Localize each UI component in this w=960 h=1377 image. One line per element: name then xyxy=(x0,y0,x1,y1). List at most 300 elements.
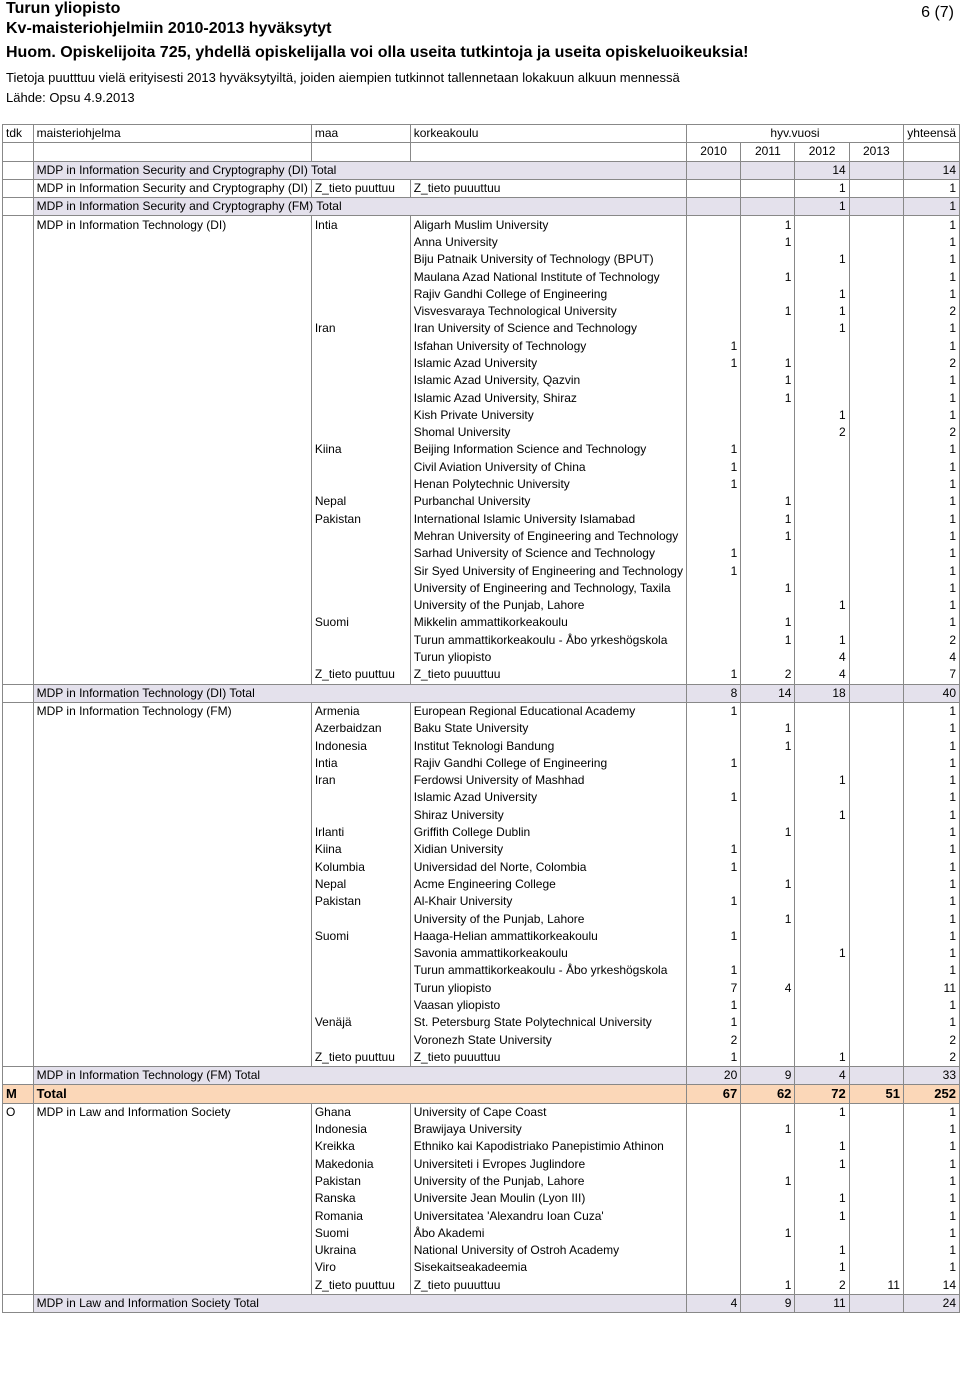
cell-year-value xyxy=(849,614,903,631)
cell-year-value: 1 xyxy=(741,1277,795,1295)
cell-year-value xyxy=(741,1190,795,1207)
table-row xyxy=(3,389,960,406)
table-row xyxy=(3,580,960,597)
cell-university: University of the Punjab, Lahore xyxy=(410,1173,686,1190)
cell-year-value: 1 xyxy=(741,632,795,649)
cell-total: 1 xyxy=(903,1121,959,1138)
cell-tdk xyxy=(3,1294,34,1312)
table-row xyxy=(3,789,960,806)
cell-year-value xyxy=(686,614,740,631)
cell-tdk xyxy=(3,1121,34,1138)
cell-program xyxy=(33,632,311,649)
cell-tdk xyxy=(3,1190,34,1207)
cell-program xyxy=(33,789,311,806)
cell-year-value xyxy=(795,1225,849,1242)
cell-year-value: 1 xyxy=(795,320,849,337)
table-row xyxy=(3,980,960,997)
cell-total: 1 xyxy=(903,251,959,268)
cell-year-value: 1 xyxy=(795,772,849,789)
cell-year-value xyxy=(741,1031,795,1048)
cell-year-value xyxy=(686,407,740,424)
table-row xyxy=(3,1190,960,1207)
cell-year-value xyxy=(741,1259,795,1276)
cell-total: 1 xyxy=(903,1242,959,1259)
cell-total-label: Total xyxy=(33,1085,686,1103)
cell-program xyxy=(33,1156,311,1173)
cell-year-value xyxy=(795,614,849,631)
cell-year-value xyxy=(795,928,849,945)
cell-year-value: 1 xyxy=(741,303,795,320)
cell-tdk xyxy=(3,1138,34,1155)
cell-program xyxy=(33,841,311,858)
table-row xyxy=(3,824,960,841)
cell-country: Kreikka xyxy=(311,1138,410,1155)
cell-university: Henan Polytechnic University xyxy=(410,476,686,493)
cell-program xyxy=(33,1031,311,1048)
cell-year-value xyxy=(849,320,903,337)
cell-year-value xyxy=(686,649,740,666)
cell-tdk xyxy=(3,702,34,720)
cell-university: University of Engineering and Technology, Taxila xyxy=(410,580,686,597)
cell-year-value xyxy=(849,286,903,303)
cell-program xyxy=(33,807,311,824)
cell-university: Islamic Azad University, Qazvin xyxy=(410,372,686,389)
cell-country: Irlanti xyxy=(311,824,410,841)
cell-year-value: 9 xyxy=(741,1067,795,1085)
cell-year-value xyxy=(795,1173,849,1190)
cell-year-value: 1 xyxy=(741,1121,795,1138)
cell-country xyxy=(311,562,410,579)
table-header-row xyxy=(3,125,960,143)
cell-tdk xyxy=(3,614,34,631)
table-row xyxy=(3,1207,960,1224)
cell-total: 1 xyxy=(903,286,959,303)
subtotal-row xyxy=(3,161,960,179)
cell-program xyxy=(33,389,311,406)
cell-program xyxy=(33,320,311,337)
cell-year-value xyxy=(849,1138,903,1155)
cell-university: Kish Private University xyxy=(410,407,686,424)
cell-year-value: 1 xyxy=(741,216,795,234)
cell-tdk xyxy=(3,1259,34,1276)
cell-program xyxy=(33,1121,311,1138)
cell-year-value: 1 xyxy=(686,1014,740,1031)
cell-year-value: 1 xyxy=(741,614,795,631)
table-row xyxy=(3,702,960,720)
cell-total: 1 xyxy=(903,476,959,493)
cell-year-value: 1 xyxy=(795,198,849,216)
cell-country: Kiina xyxy=(311,441,410,458)
cell-year-value xyxy=(849,338,903,355)
cell-university: Z_tieto puuuttuu xyxy=(410,1049,686,1067)
cell-year-value: 1 xyxy=(686,962,740,979)
cell-year-value: 1 xyxy=(741,528,795,545)
table-row xyxy=(3,614,960,631)
cell-year-value xyxy=(795,824,849,841)
cell-tdk xyxy=(3,303,34,320)
cell-tdk xyxy=(3,1014,34,1031)
cell-year-value: 1 xyxy=(686,545,740,562)
cell-tdk xyxy=(3,893,34,910)
cell-year-value xyxy=(741,807,795,824)
cell-year-value: 1 xyxy=(795,1049,849,1067)
cell-program xyxy=(33,893,311,910)
cell-year-value xyxy=(686,198,740,216)
cell-year-value xyxy=(686,910,740,927)
cell-country: Indonesia xyxy=(311,737,410,754)
table-row xyxy=(3,1014,960,1031)
cell-university: University of the Punjab, Lahore xyxy=(410,910,686,927)
cell-program xyxy=(33,459,311,476)
cell-total: 1 xyxy=(903,580,959,597)
cell-university: St. Petersburg State Polytechnical University xyxy=(410,1014,686,1031)
cell-year-value: 1 xyxy=(741,824,795,841)
cell-year-value xyxy=(849,1207,903,1224)
cell-year-value xyxy=(849,1014,903,1031)
cell-year-value xyxy=(741,1207,795,1224)
table-row xyxy=(3,320,960,337)
cell-year-value xyxy=(795,459,849,476)
year-header: 2011 xyxy=(741,143,795,161)
cell-tdk xyxy=(3,493,34,510)
cell-year-value xyxy=(849,928,903,945)
cell-tdk xyxy=(3,198,34,216)
cell-university: Iran University of Science and Technology xyxy=(410,320,686,337)
cell-year-value xyxy=(795,1121,849,1138)
cell-year-value xyxy=(686,720,740,737)
cell-year-value: 1 xyxy=(741,493,795,510)
cell-year-value xyxy=(795,910,849,927)
cell-total: 2 xyxy=(903,1049,959,1067)
cell-year-value xyxy=(849,737,903,754)
cell-tdk xyxy=(3,1207,34,1224)
cell-program xyxy=(33,597,311,614)
cell-program xyxy=(33,649,311,666)
cell-tdk xyxy=(3,789,34,806)
table-row xyxy=(3,268,960,285)
cell-year-value xyxy=(741,459,795,476)
cell-total: 33 xyxy=(903,1067,959,1085)
cell-country xyxy=(311,389,410,406)
cell-year-value xyxy=(686,320,740,337)
cell-country: Suomi xyxy=(311,928,410,945)
cell-tdk xyxy=(3,945,34,962)
cell-total: 1 xyxy=(903,858,959,875)
cell-year-value xyxy=(849,649,903,666)
cell-year-value xyxy=(795,476,849,493)
cell-total: 1 xyxy=(903,807,959,824)
cell-year-value: 4 xyxy=(795,649,849,666)
cell-year-value xyxy=(741,841,795,858)
cell-year-value xyxy=(686,945,740,962)
cell-total: 1 xyxy=(903,511,959,528)
cell-university: Shiraz University xyxy=(410,807,686,824)
cell-year-value: 67 xyxy=(686,1085,740,1103)
cell-year-value xyxy=(686,1207,740,1224)
report-info: Tietoja puutttuu vielä erityisesti 2013 hyväksytyiltä, joiden aiempien tutkinnot tallennetaan lokakuun alkuun mennessä xyxy=(6,70,680,85)
cell-year-value: 1 xyxy=(795,1242,849,1259)
cell-total: 1 xyxy=(903,1207,959,1224)
grand-total-row xyxy=(3,1085,960,1103)
cell-country: Nepal xyxy=(311,876,410,893)
cell-country: Makedonia xyxy=(311,1156,410,1173)
cell-year-value xyxy=(741,1049,795,1067)
cell-total: 1 xyxy=(903,338,959,355)
cell-tdk: O xyxy=(3,1103,34,1121)
cell-tdk xyxy=(3,1067,34,1085)
cell-year-value xyxy=(686,286,740,303)
cell-tdk xyxy=(3,545,34,562)
cell-program xyxy=(33,1242,311,1259)
cell-program xyxy=(33,1173,311,1190)
cell-university: Sarhad University of Science and Technology xyxy=(410,545,686,562)
cell-tdk xyxy=(3,962,34,979)
year-header: 2012 xyxy=(795,143,849,161)
cell-year-value xyxy=(849,1173,903,1190)
cell-tdk xyxy=(3,251,34,268)
cell-program xyxy=(33,355,311,372)
cell-year-value xyxy=(741,962,795,979)
cell-year-value: 1 xyxy=(686,562,740,579)
table-row xyxy=(3,1138,960,1155)
cell-year-value xyxy=(849,858,903,875)
cell-program xyxy=(33,476,311,493)
cell-total: 1 xyxy=(903,1138,959,1155)
cell-tdk xyxy=(3,476,34,493)
cell-program xyxy=(33,528,311,545)
cell-total: 1 xyxy=(903,179,959,197)
cell-year-value xyxy=(686,268,740,285)
cell-total: 1 xyxy=(903,893,959,910)
cell-country: Ghana xyxy=(311,1103,410,1121)
cell-year-value xyxy=(741,945,795,962)
cell-year-value xyxy=(795,893,849,910)
table-row xyxy=(3,841,960,858)
cell-year-value xyxy=(849,407,903,424)
cell-total: 1 xyxy=(903,459,959,476)
cell-total: 11 xyxy=(903,980,959,997)
table-row xyxy=(3,876,960,893)
cell-country xyxy=(311,945,410,962)
cell-total: 1 xyxy=(903,702,959,720)
cell-tdk xyxy=(3,807,34,824)
cell-university: Visvesvaraya Technological University xyxy=(410,303,686,320)
cell-year-value xyxy=(686,1259,740,1276)
cell-university: Institut Teknologi Bandung xyxy=(410,737,686,754)
cell-program xyxy=(33,338,311,355)
cell-program xyxy=(33,666,311,684)
cell-university: Rajiv Gandhi College of Engineering xyxy=(410,755,686,772)
cell-year-value xyxy=(686,597,740,614)
cell-tdk xyxy=(3,1277,34,1295)
cell-year-value xyxy=(741,407,795,424)
cell-year-value xyxy=(849,372,903,389)
cell-university: Islamic Azad University xyxy=(410,789,686,806)
cell-program xyxy=(33,407,311,424)
cell-year-value xyxy=(741,789,795,806)
cell-year-value: 1 xyxy=(741,876,795,893)
cell-tdk xyxy=(3,1156,34,1173)
cell-tdk xyxy=(3,910,34,927)
cell-tdk xyxy=(3,179,34,197)
cell-year-value: 14 xyxy=(741,684,795,702)
cell-program xyxy=(33,286,311,303)
report-table-body xyxy=(3,125,960,1313)
cell-year-value xyxy=(795,493,849,510)
cell-year-value xyxy=(849,1225,903,1242)
cell-year-value xyxy=(741,545,795,562)
cell-program xyxy=(33,1049,311,1067)
cell-total: 1 xyxy=(903,737,959,754)
cell-program xyxy=(33,1138,311,1155)
cell-year-value xyxy=(849,684,903,702)
cell-total: 1 xyxy=(903,1173,959,1190)
cell-year-value xyxy=(741,1014,795,1031)
table-row xyxy=(3,303,960,320)
cell-year-value xyxy=(849,1294,903,1312)
cell-tdk xyxy=(3,1173,34,1190)
cell-year-value xyxy=(849,528,903,545)
cell-total: 1 xyxy=(903,268,959,285)
col-header-total: yhteensä xyxy=(903,125,959,143)
cell-total: 1 xyxy=(903,720,959,737)
cell-year-value xyxy=(741,997,795,1014)
cell-year-value: 1 xyxy=(795,1207,849,1224)
cell-year-value xyxy=(795,338,849,355)
table-row xyxy=(3,1242,960,1259)
cell-country xyxy=(311,649,410,666)
cell-total: 1 xyxy=(903,945,959,962)
table-row xyxy=(3,1031,960,1048)
cell-country: Ranska xyxy=(311,1190,410,1207)
cell-year-value xyxy=(741,251,795,268)
cell-year-value xyxy=(849,580,903,597)
cell-year-value xyxy=(741,858,795,875)
cell-university: International Islamic University Islamabad xyxy=(410,511,686,528)
cell-program-total: MDP in Information Security and Cryptography (FM) Total xyxy=(33,198,686,216)
cell-year-value xyxy=(849,1121,903,1138)
cell-year-value: 72 xyxy=(795,1085,849,1103)
cell-tdk xyxy=(3,355,34,372)
cell-program xyxy=(33,928,311,945)
table-row xyxy=(3,755,960,772)
cell-university: Biju Patnaik University of Technology (BPUT) xyxy=(410,251,686,268)
cell-year-value xyxy=(849,1242,903,1259)
table-row xyxy=(3,355,960,372)
cell-program xyxy=(33,303,311,320)
cell-year-value xyxy=(686,1190,740,1207)
cell-tdk xyxy=(3,666,34,684)
cell-year-value: 1 xyxy=(741,580,795,597)
cell-tdk xyxy=(3,928,34,945)
table-row xyxy=(3,807,960,824)
cell-year-value xyxy=(741,441,795,458)
cell-year-value xyxy=(849,441,903,458)
cell-total: 2 xyxy=(903,632,959,649)
cell-year-value xyxy=(741,562,795,579)
cell-tdk xyxy=(3,459,34,476)
cell-total: 1 xyxy=(903,755,959,772)
cell-year-value: 1 xyxy=(686,928,740,945)
table-row xyxy=(3,666,960,684)
report-subtitle: Kv-maisteriohjelmiin 2010-2013 hyväksytyt xyxy=(6,20,332,37)
cell-year-value xyxy=(686,1225,740,1242)
cell-year-value: 1 xyxy=(686,702,740,720)
cell-country xyxy=(311,251,410,268)
cell-year-value: 1 xyxy=(795,1103,849,1121)
cell-program xyxy=(33,372,311,389)
cell-year-value: 1 xyxy=(795,632,849,649)
table-row xyxy=(3,441,960,458)
cell-university: Universiteti i Evropes Juglindore xyxy=(410,1156,686,1173)
cell-year-value xyxy=(795,789,849,806)
cell-country: Iran xyxy=(311,772,410,789)
cell-total: 1 xyxy=(903,320,959,337)
cell-year-value: 1 xyxy=(741,268,795,285)
cell-year-value: 1 xyxy=(686,858,740,875)
cell-year-value: 1 xyxy=(795,1259,849,1276)
cell-tdk xyxy=(3,720,34,737)
cell-total: 1 xyxy=(903,910,959,927)
cell-program-total: MDP in Information Technology (DI) Total xyxy=(33,684,686,702)
cell-tdk xyxy=(3,1242,34,1259)
cell-year-value xyxy=(795,980,849,997)
cell-university: Griffith College Dublin xyxy=(410,824,686,841)
cell-university: Savonia ammattikorkeakoulu xyxy=(410,945,686,962)
cell-country: Venäjä xyxy=(311,1014,410,1031)
cell-total: 1 xyxy=(903,597,959,614)
cell-tdk xyxy=(3,772,34,789)
table-row xyxy=(3,1049,960,1067)
cell-program-total: MDP in Law and Information Society Total xyxy=(33,1294,686,1312)
table-row xyxy=(3,597,960,614)
cell-tdk xyxy=(3,1049,34,1067)
cell-year-value xyxy=(849,562,903,579)
cell-year-value: 1 xyxy=(741,234,795,251)
cell-year-value xyxy=(686,876,740,893)
cell-country xyxy=(311,789,410,806)
cell-year-value xyxy=(686,1277,740,1295)
cell-year-value xyxy=(849,161,903,179)
cell-year-value xyxy=(686,528,740,545)
cell-university: Beijing Information Science and Technology xyxy=(410,441,686,458)
cell-year-value xyxy=(795,528,849,545)
cell-tdk xyxy=(3,841,34,858)
cell-university: Aligarh Muslim University xyxy=(410,216,686,234)
cell-year-value: 1 xyxy=(795,303,849,320)
cell-year-value xyxy=(795,737,849,754)
cell-tdk xyxy=(3,858,34,875)
cell-year-value xyxy=(849,1067,903,1085)
cell-program xyxy=(33,772,311,789)
table-row xyxy=(3,407,960,424)
cell-year-value xyxy=(849,841,903,858)
cell-total: 1 xyxy=(903,928,959,945)
table-row xyxy=(3,649,960,666)
cell-total: 2 xyxy=(903,355,959,372)
cell-university: Vaasan yliopisto xyxy=(410,997,686,1014)
cell-year-value xyxy=(741,286,795,303)
cell-year-value: 4 xyxy=(686,1294,740,1312)
cell-university: Acme Engineering College xyxy=(410,876,686,893)
cell-year-value xyxy=(741,772,795,789)
page-number: 6 (7) xyxy=(921,4,954,21)
cell-year-value: 9 xyxy=(741,1294,795,1312)
cell-year-value: 1 xyxy=(741,355,795,372)
cell-year-value xyxy=(849,1156,903,1173)
cell-university: Anna University xyxy=(410,234,686,251)
table-row xyxy=(3,737,960,754)
